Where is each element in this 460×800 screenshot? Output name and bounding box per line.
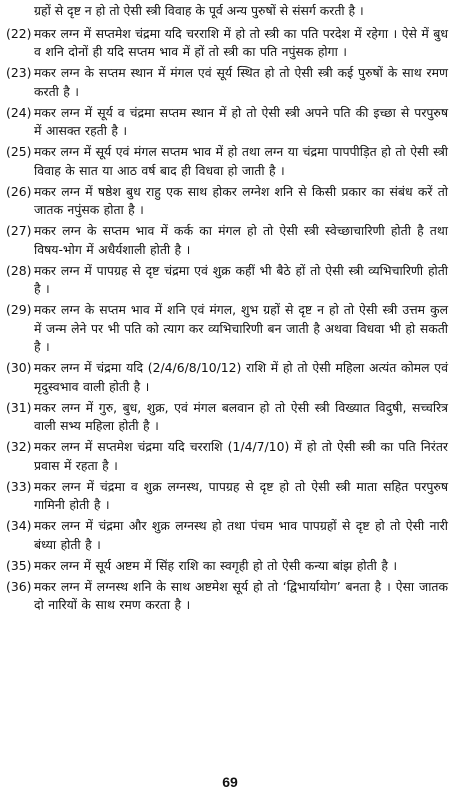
entry-text: मकर लग्न में सप्तमेश चंद्रमा यदि चरराशि (1/4/7/10) में हो तो ऐसी स्त्री का पति निरंतर प्रवास में रहता है । xyxy=(34,439,448,473)
entry-text: मकर लग्न में षष्ठेश बुध राहु एक साथ होकर लग्नेश शनि से किसी प्रकार का संबंध करें तो जातक नपुंसक होता है । xyxy=(34,183,448,217)
entry-text: मकर लग्न में सप्तमेश चंद्रमा यदि चरराशि में हो तो स्त्री का पति परदेश में रहेगा । ऐसे में बुध व शनि दोनों ही यदि सप्तम भाव में हों तो स्त्री का पति नपुंसक होगा । xyxy=(34,25,448,59)
list-item xyxy=(6,104,448,141)
entry-text: मकर लग्न के सप्तम स्थान में मंगल एवं सूर्य स्थित हो तो ऐसी स्त्री कई पुरुषों के साथ रमण करती है । xyxy=(34,65,448,99)
page-number: 69 xyxy=(222,774,238,790)
entry-number: (34) xyxy=(6,518,32,533)
entry-text: मकर लग्न में चंद्रमा व शुक्र लग्नस्थ, पापग्रह से दृष्ट हो तो ऐसी स्त्री माता सहित परपुरुष गामिनी होती है । xyxy=(34,478,448,512)
entry-number: (23) xyxy=(6,65,32,80)
entry-text: मकर लग्न में चंद्रमा और शुक्र लग्नस्थ हो तथा पंचम भाव पापग्रहों से दृष्ट हो तो ऐसी नारी बंध्या होती है । xyxy=(34,518,448,552)
list-item xyxy=(6,578,448,615)
entry-text: मकर लग्न में सूर्य एवं मंगल सप्तम भाव में हो तथा लग्न या चंद्रमा पापपीड़ित हो तो ऐसी स्त्री विवाह के सात या आठ वर्ष बाद ही विधवा हो जाती है । xyxy=(34,144,448,178)
entry-number: (27) xyxy=(6,223,32,238)
list-item xyxy=(6,183,448,220)
list-item xyxy=(6,143,448,180)
entry-number: (32) xyxy=(6,439,32,454)
entry-number: (36) xyxy=(6,578,32,594)
list-item xyxy=(6,557,448,576)
entry-number: (25) xyxy=(6,144,32,159)
list-item xyxy=(6,438,448,475)
entry-text: मकर लग्न के सप्तम भाव में शनि एवं मंगल, शुभ ग्रहों से दृष्ट न हो तो ऐसी स्त्री उत्तम कुल में जन्म लेने पर भी पति को त्याग कर व्यभिचारिणी बन जाती है अथवा विधवा भी हो सकती है । xyxy=(34,302,448,354)
list-item xyxy=(6,301,448,357)
entry-text: मकर लग्न में सूर्य व चंद्रमा सप्तम स्थान में हो तो ऐसी स्त्री अपने पति की इच्छा से परपुरुष में आसक्त रहती है । xyxy=(34,104,448,138)
entry-number: (35) xyxy=(6,557,32,573)
entry-number: (29) xyxy=(6,302,32,317)
entry-number: (26) xyxy=(6,183,32,199)
entry-text: मकर लग्न में पापग्रह से दृष्ट चंद्रमा एवं शुक्र कहीं भी बैठे हों तो ऐसी स्त्री व्यभिचारिणी होती है । xyxy=(34,262,448,296)
entry-text: मकर लग्न में लग्नस्थ शनि के साथ अष्टमेश सूर्य हो तो ‘द्विभार्यायोग’ बनता है । ऐसा जातक दो नारियों के साथ रमण करता है । xyxy=(34,578,448,612)
entry-number: (22) xyxy=(6,25,32,41)
entry-number: (31) xyxy=(6,399,32,415)
entry-number: (33) xyxy=(6,478,32,494)
list-item xyxy=(6,359,448,396)
continuation-paragraph: ग्रहों से दृष्ट न हो तो ऐसी स्त्री विवाह के पूर्व अन्य पुरुषों से संसर्ग करती है । xyxy=(34,3,364,18)
list-item xyxy=(6,262,448,299)
numbered-entry-list xyxy=(6,25,448,615)
entry-number: (28) xyxy=(6,262,32,278)
entry-number: (24) xyxy=(6,104,32,120)
list-item xyxy=(6,399,448,436)
list-item xyxy=(6,517,448,554)
list-item xyxy=(6,64,448,101)
list-item xyxy=(6,25,448,62)
entry-text: मकर लग्न में चंद्रमा यदि (2/4/6/8/10/12) राशि में हो तो ऐसी महिला अत्यंत कोमल एवं मृदुस्वभाव वाली होती है । xyxy=(34,360,448,394)
entry-number: (30) xyxy=(6,360,32,375)
list-item xyxy=(6,222,448,259)
entry-text: मकर लग्न में सूर्य अष्टम में सिंह राशि का स्वगृही हो तो ऐसी कन्या बांझ होती है । xyxy=(34,557,398,573)
entry-text: मकर लग्न में गुरु, बुध, शुक्र, एवं मंगल बलवान हो तो ऐसी स्त्री विख्यात विदुषी, सच्चरित्र वाली सभ्य महिला होती है । xyxy=(34,399,448,433)
list-item xyxy=(6,478,448,515)
entry-text: मकर लग्न के सप्तम भाव में कर्क का मंगल हो तो ऐसी स्त्री स्वेच्छाचारिणी होती है तथा विषय-भोग में अधैर्यशाली होती है । xyxy=(34,223,448,257)
